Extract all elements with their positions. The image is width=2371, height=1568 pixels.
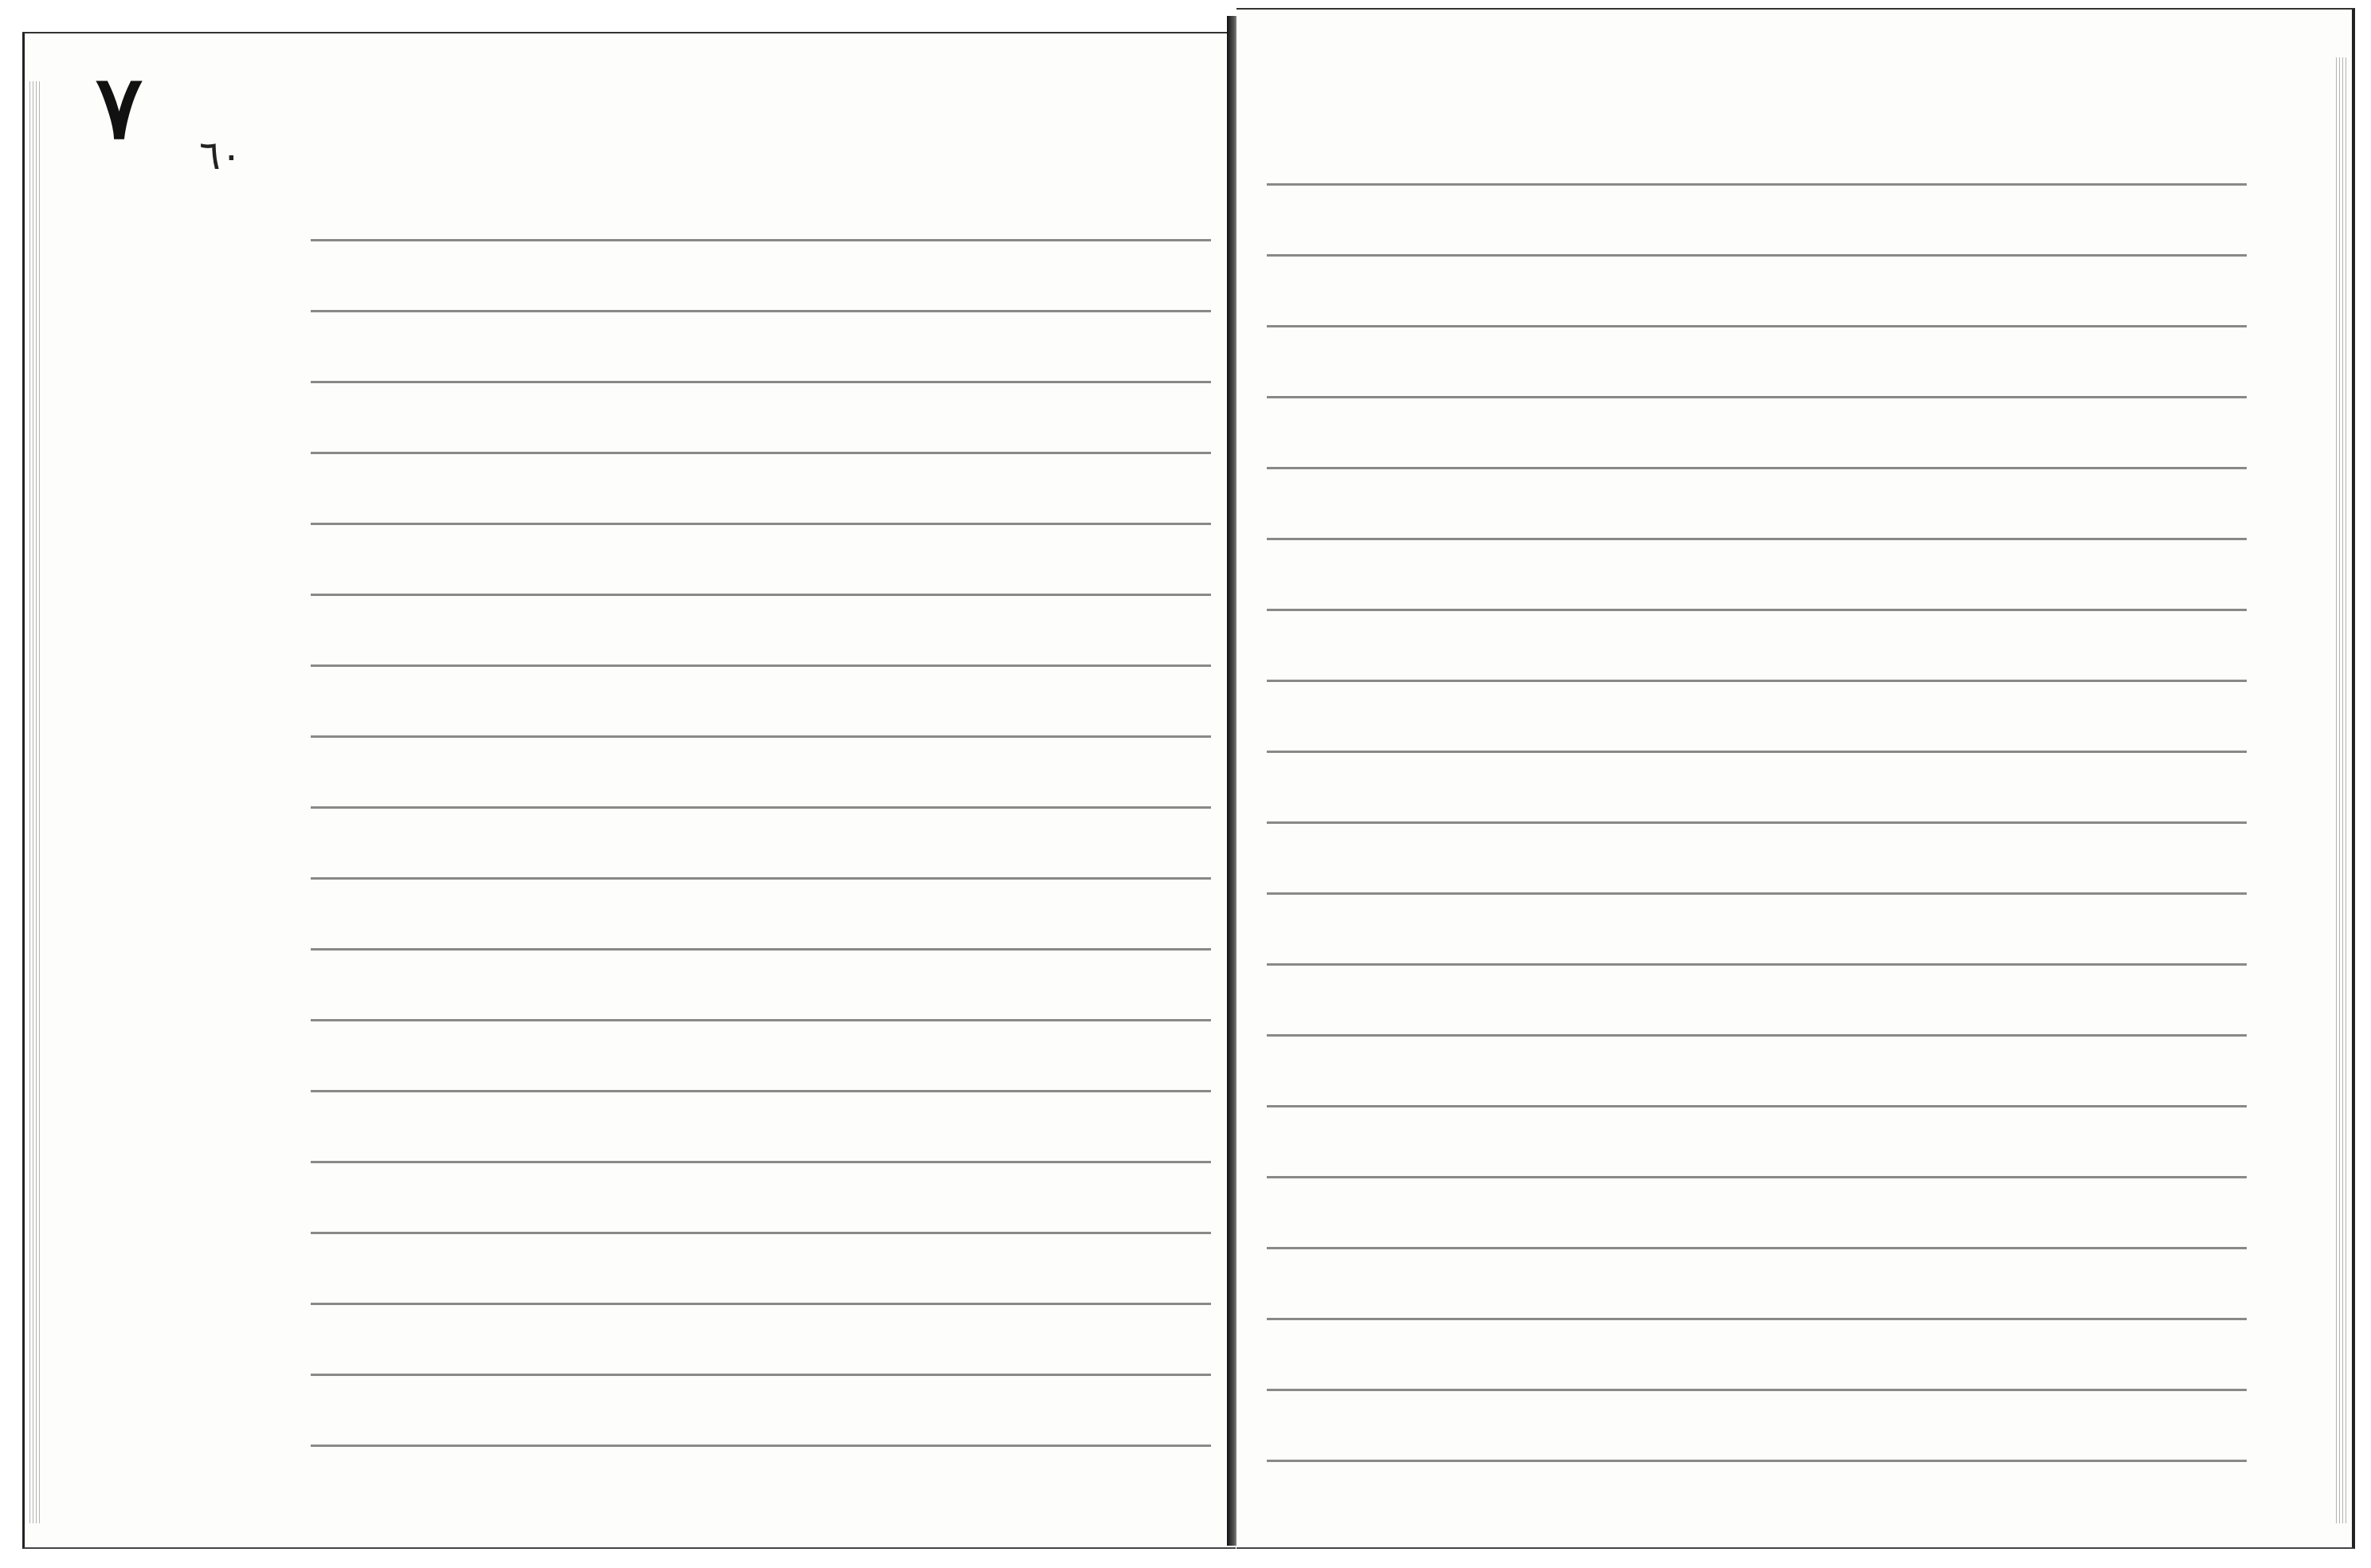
text-line bbox=[1267, 435, 2247, 469]
text-line bbox=[311, 491, 1211, 525]
text-line bbox=[1267, 1002, 2247, 1037]
text-line bbox=[311, 207, 1211, 241]
text-line bbox=[1267, 222, 2247, 257]
text-line bbox=[1267, 1073, 2247, 1107]
text-line bbox=[1267, 931, 2247, 966]
text-line bbox=[1267, 577, 2247, 611]
text-line bbox=[1267, 1215, 2247, 1249]
text-line bbox=[1267, 719, 2247, 753]
folio-number: ٧ bbox=[96, 56, 143, 159]
marginal-number: ٦٠ bbox=[199, 132, 242, 178]
text-line bbox=[311, 916, 1211, 951]
text-line bbox=[1267, 860, 2247, 895]
text-line bbox=[1267, 506, 2247, 540]
text-line bbox=[1267, 151, 2247, 186]
text-line bbox=[311, 1342, 1211, 1376]
text-line bbox=[1267, 1428, 2247, 1462]
text-line bbox=[1267, 1357, 2247, 1391]
text-line bbox=[1267, 1286, 2247, 1320]
text-line bbox=[311, 1413, 1211, 1447]
text-line bbox=[1267, 364, 2247, 398]
text-line bbox=[311, 845, 1211, 880]
text-line bbox=[311, 349, 1211, 383]
text-line bbox=[311, 774, 1211, 809]
text-line bbox=[311, 1058, 1211, 1092]
text-line bbox=[311, 1271, 1211, 1305]
text-line bbox=[311, 704, 1211, 738]
text-line bbox=[311, 633, 1211, 667]
text-line bbox=[311, 420, 1211, 454]
text-line bbox=[311, 562, 1211, 596]
text-line bbox=[1267, 648, 2247, 682]
text-line bbox=[311, 1200, 1211, 1234]
text-line bbox=[311, 987, 1211, 1021]
left-page-edge bbox=[29, 81, 41, 1523]
right-page-edge bbox=[2336, 57, 2347, 1523]
text-line bbox=[1267, 1144, 2247, 1178]
right-page-text-lines bbox=[1267, 151, 2247, 1442]
text-line bbox=[1267, 790, 2247, 824]
text-line bbox=[311, 278, 1211, 312]
text-line bbox=[311, 1129, 1211, 1163]
left-page-text-lines bbox=[311, 207, 1211, 1466]
text-line bbox=[1267, 293, 2247, 327]
